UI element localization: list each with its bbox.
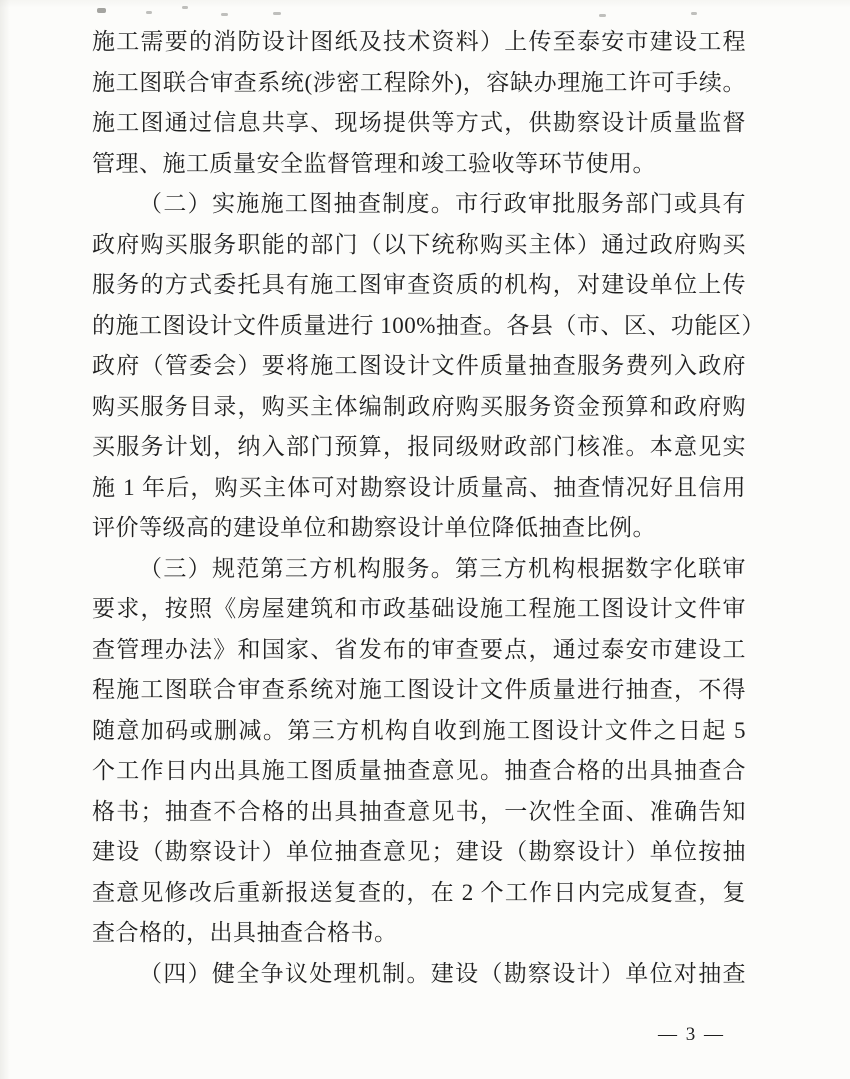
text-line: 施 1 年后，购买主体可对勘察设计质量高、抽查情况好且信用 bbox=[92, 474, 746, 500]
text-line: 管理、施工质量安全监督管理和竣工验收等环节使用。 bbox=[92, 150, 656, 176]
text-line: 要求，按照《房屋建筑和市政基础设施工程施工图设计文件审 bbox=[92, 596, 746, 621]
document-body bbox=[92, 22, 765, 994]
scan-artifact bbox=[691, 12, 697, 15]
text-line: 随意加码或删减。第三方机构自收到施工图设计文件之日起 5 bbox=[92, 717, 746, 743]
text-line: 施工图通过信息共享、现场提供等方式，供勘察设计质量监督 bbox=[92, 110, 746, 135]
text-line: （二）实施施工图抽查制度。市行政审批服务部门或具有 bbox=[139, 191, 746, 216]
text-line: 的施工图设计文件质量进行 100%抽查。各县（市、区、功能区） bbox=[92, 312, 765, 338]
text-line: 政府（管委会）要将施工图设计文件质量抽查服务费列入政府 bbox=[92, 353, 746, 378]
scan-artifact bbox=[273, 12, 281, 15]
page-number: — 3 — bbox=[658, 1024, 725, 1045]
scan-artifact bbox=[221, 13, 228, 16]
text-line: 购买服务目录，购买主体编制政府购买服务资金预算和政府购 bbox=[92, 393, 746, 419]
text-line: 买服务计划，纳入部门预算，报同级财政部门核准。本意见实 bbox=[92, 434, 746, 459]
text-line: 施工图联合审查系统(涉密工程除外)，容缺办理施工许可手续。 bbox=[92, 69, 746, 95]
text-line: 政府购买服务职能的部门（以下统称购买主体）通过政府购买 bbox=[92, 231, 746, 257]
scan-artifact bbox=[182, 6, 188, 9]
text-line: 建设（勘察设计）单位抽查意见；建设（勘察设计）单位按抽 bbox=[92, 839, 746, 864]
scan-artifact bbox=[97, 8, 106, 13]
scan-artifact bbox=[146, 11, 152, 14]
text-line: 查合格的，出具抽查合格书。 bbox=[92, 920, 398, 945]
scan-artifact bbox=[599, 14, 606, 17]
text-line: 查意见修改后重新报送复查的，在 2 个工作日内完成复查，复 bbox=[92, 879, 746, 905]
text-line: 服务的方式委托具有施工图审查资质的机构，对建设单位上传 bbox=[92, 272, 746, 297]
text-line: （四）健全争议处理机制。建设（勘察设计）单位对抽查 bbox=[139, 960, 746, 986]
text-line: 程施工图联合审查系统对施工图设计文件质量进行抽查，不得 bbox=[92, 677, 746, 702]
text-line: （三）规范第三方机构服务。第三方机构根据数字化联审 bbox=[139, 555, 746, 581]
text-line: 评价等级高的建设单位和勘察设计单位降低抽查比例。 bbox=[92, 515, 656, 540]
text-line: 施工需要的消防设计图纸及技术资料）上传至泰安市建设工程 bbox=[92, 29, 746, 54]
text-line: 查管理办法》和国家、省发布的审查要点，通过泰安市建设工 bbox=[92, 636, 746, 662]
text-line: 个工作日内出具施工图质量抽查意见。抽查合格的出具抽查合 bbox=[92, 758, 746, 783]
text-line: 格书；抽查不合格的出具抽查意见书，一次性全面、准确告知 bbox=[92, 798, 746, 824]
